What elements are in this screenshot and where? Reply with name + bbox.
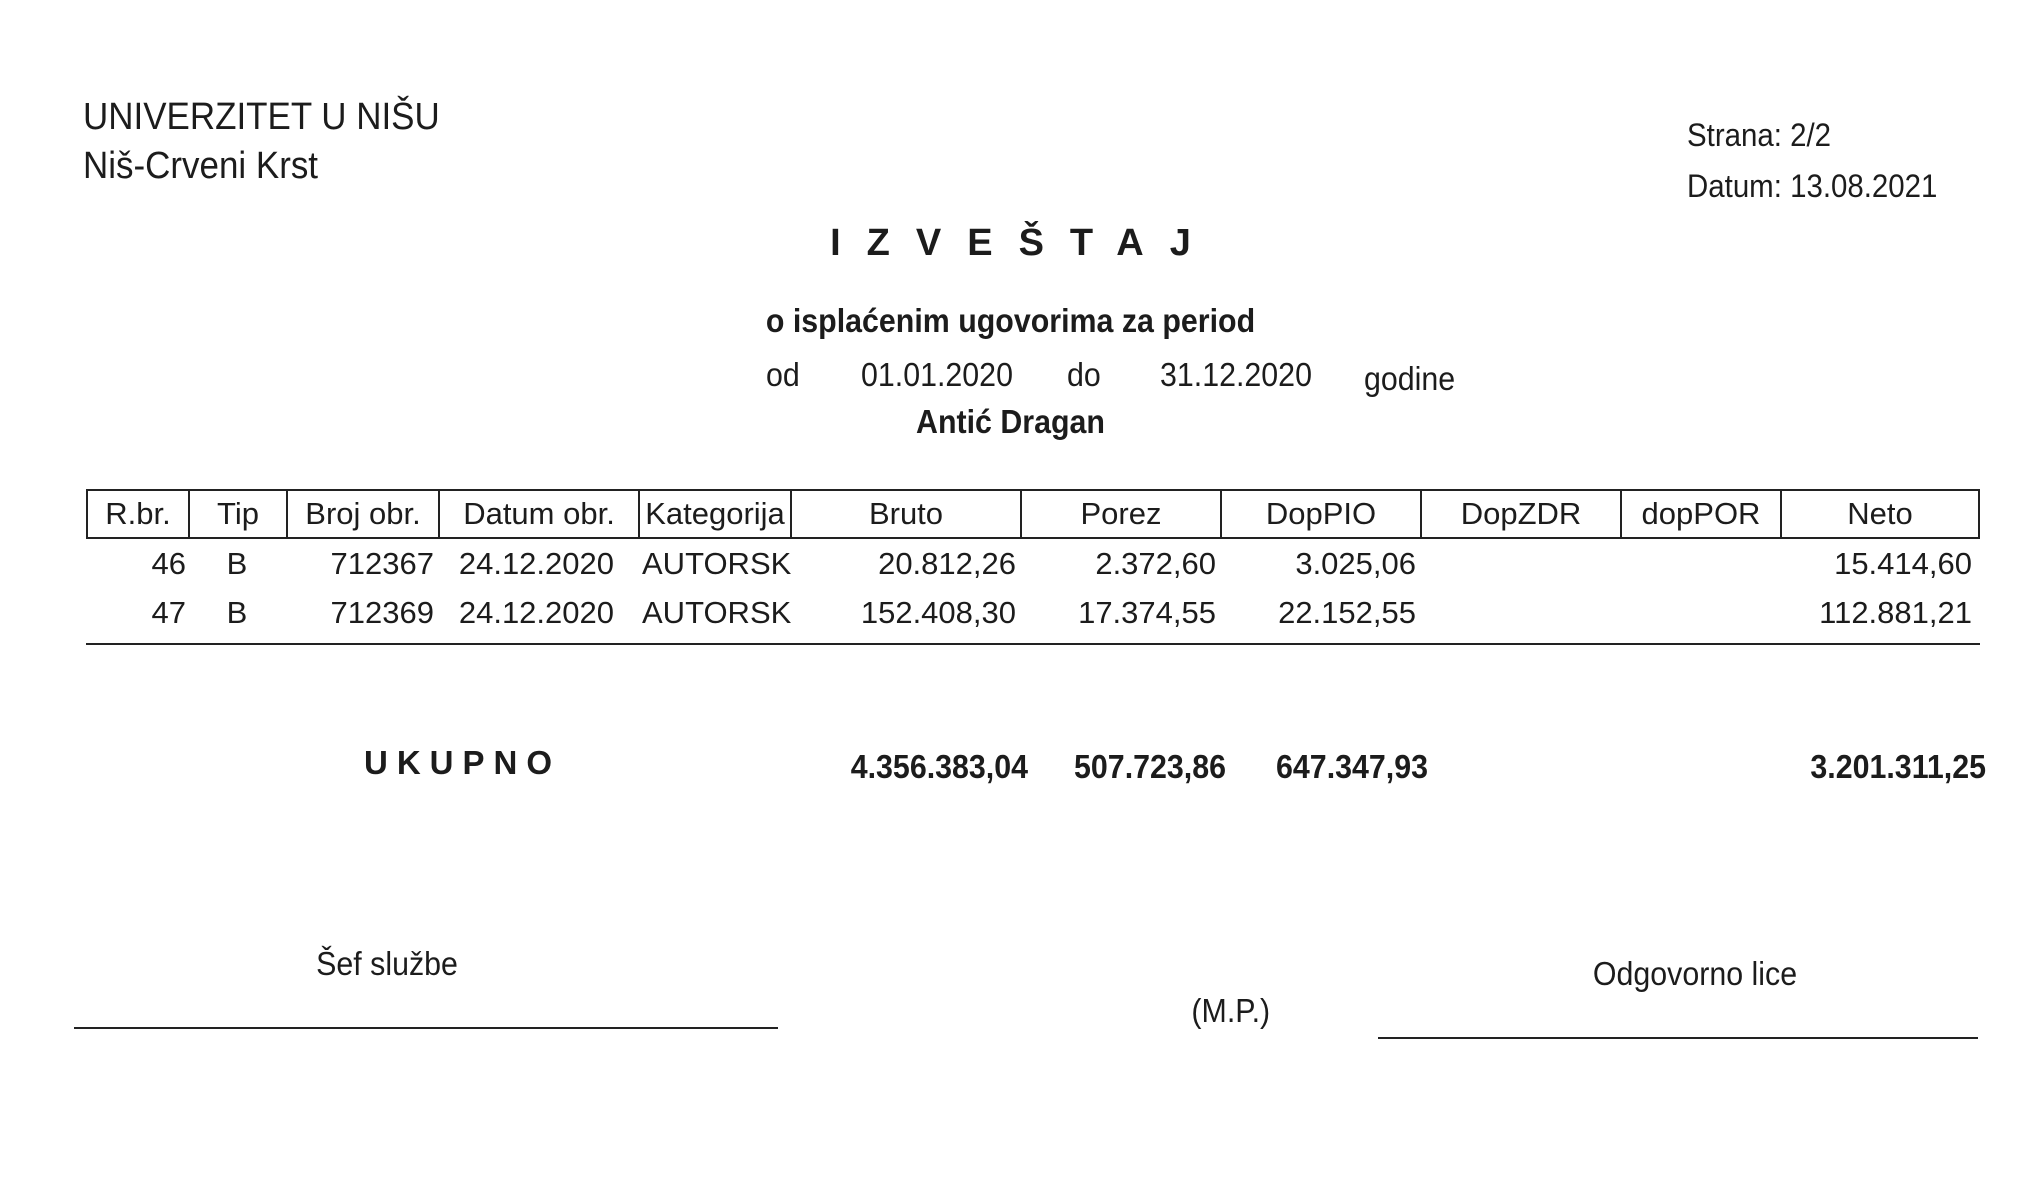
- cell-dopzdr: [1420, 588, 1616, 637]
- table-row: [86, 539, 1980, 588]
- payments-table: [86, 489, 1980, 645]
- totals-label: UKUPNO: [364, 744, 562, 781]
- column-header-bruto: Bruto: [792, 491, 1022, 537]
- period-suffix: godine: [1364, 360, 1456, 397]
- cell-dopzdr: [1420, 539, 1616, 588]
- total-neto: 3.201.311,25: [1810, 748, 1986, 785]
- column-header-neto: Neto: [1847, 496, 1913, 531]
- document-date: Datum: 13.08.2021: [1687, 168, 1938, 204]
- total-doppio: 647.347,93: [1276, 748, 1428, 785]
- organization-name: UNIVERZITET U NIŠU: [83, 96, 440, 138]
- column-header-dopzdr: DopZDR: [1422, 491, 1622, 537]
- column-header-doppor: dopPOR: [1622, 491, 1782, 537]
- table-header: [86, 489, 1980, 539]
- cell-rbr: 46: [151, 546, 186, 581]
- cell-broj-obr: 712369: [330, 595, 434, 630]
- cell-neto: 112.881,21: [1819, 595, 1972, 630]
- cell-porez: 2.372,60: [1095, 546, 1216, 581]
- column-header-doppio: DopPIO: [1222, 491, 1422, 537]
- signature-right-label: Odgovorno lice: [1592, 955, 1798, 992]
- cell-broj-obr: 712367: [330, 546, 434, 581]
- organization-location: Niš-Crveni Krst: [83, 145, 319, 187]
- total-porez: 507.723,86: [1074, 748, 1226, 785]
- report-subtitle: o isplaćenim ugovorima za period: [765, 302, 1256, 339]
- person-name: Antić Dragan: [916, 403, 1105, 440]
- cell-kategorija: AUTORSK: [642, 546, 792, 581]
- cell-porez: 17.374,55: [1078, 595, 1216, 630]
- column-header-tip: Tip: [190, 491, 288, 537]
- cell-bruto: 152.408,30: [860, 595, 1016, 630]
- cell-tip: B: [226, 546, 248, 581]
- cell-kategorija: AUTORSK: [642, 595, 792, 630]
- cell-rbr: 47: [151, 595, 186, 630]
- column-header-rbr: R.br.: [88, 491, 190, 537]
- table-row: [86, 588, 1980, 637]
- column-header-kategorija: Kategorija: [640, 491, 792, 537]
- cell-doppor: [1620, 588, 1776, 637]
- column-header-broj-obr: Broj obr.: [288, 491, 440, 537]
- cell-datum-obr: 24.12.2020: [458, 595, 614, 630]
- cell-bruto: 20.812,26: [878, 546, 1016, 581]
- period-from-date: 01.01.2020: [861, 356, 1013, 393]
- report-title: IZVEŠTAJ: [830, 222, 1217, 264]
- period-from-label: od: [766, 356, 800, 393]
- total-bruto: 4.356.383,04: [850, 748, 1028, 785]
- cell-doppor: [1620, 539, 1776, 588]
- column-header-porez: Porez: [1022, 491, 1222, 537]
- signature-left-line: [74, 1027, 778, 1029]
- signature-left-label: Šef službe: [316, 945, 458, 982]
- signature-right-line: [1378, 1037, 1978, 1039]
- cell-neto: 15.414,60: [1834, 546, 1972, 581]
- cell-datum-obr: 24.12.2020: [458, 546, 614, 581]
- stamp-placeholder: (M.P.): [1191, 992, 1271, 1029]
- period-to-date: 31.12.2020: [1160, 356, 1312, 393]
- page-number: Strana: 2/2: [1687, 117, 1832, 153]
- column-header-datum-obr: Datum obr.: [440, 491, 640, 537]
- document-meta: [1687, 110, 1937, 212]
- organization-block: [83, 93, 440, 191]
- table-bottom-rule: [86, 643, 1980, 645]
- cell-doppio: 22.152,55: [1278, 595, 1416, 630]
- cell-doppio: 3.025,06: [1295, 546, 1416, 581]
- cell-tip: B: [226, 595, 248, 630]
- period-to-label: do: [1067, 356, 1101, 393]
